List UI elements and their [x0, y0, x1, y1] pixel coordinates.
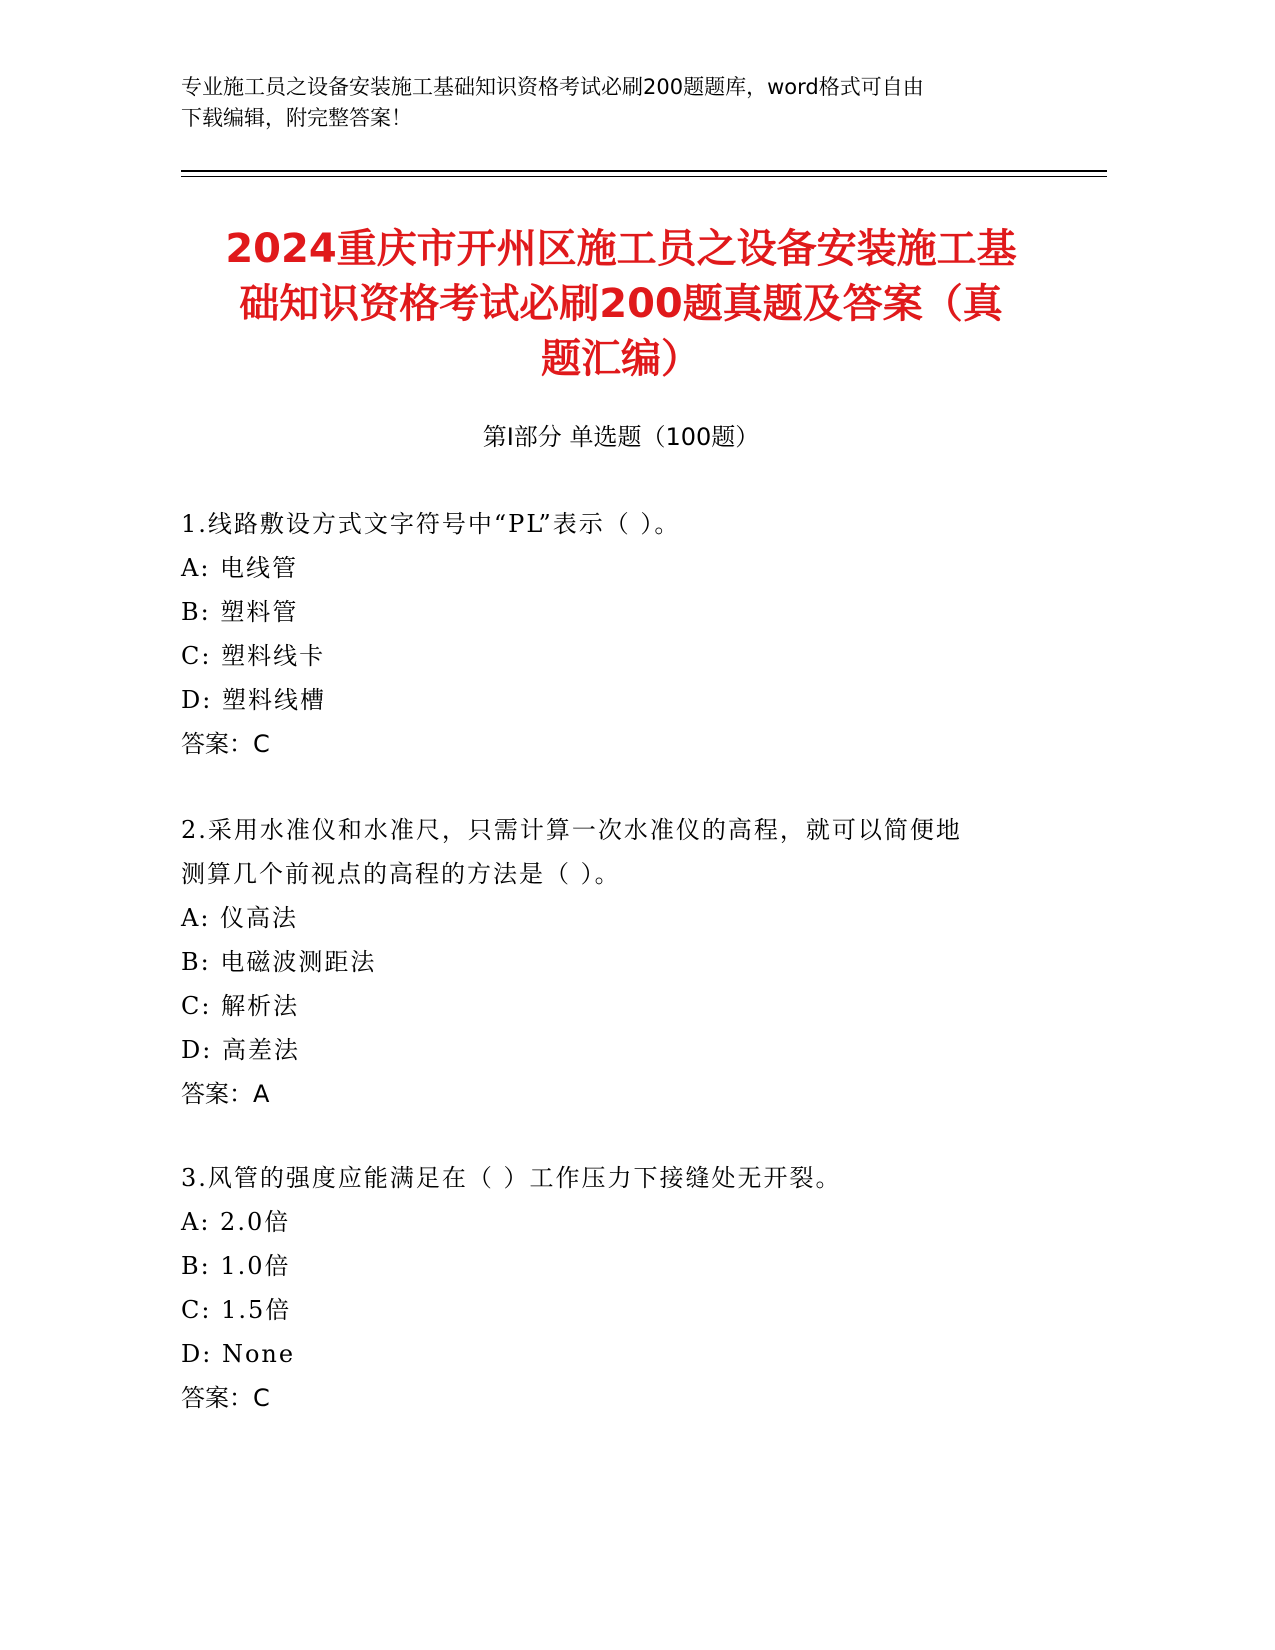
answer: 答案：C — [181, 730, 270, 758]
document-title — [181, 222, 1061, 387]
header-rule-thin — [181, 176, 1107, 177]
title-line-3: 题汇编） — [541, 336, 701, 382]
option-d: D: 塑料线槽 — [181, 686, 326, 714]
title-line-2: 础知识资格考试必刷200题真题及答案（真 — [239, 281, 1003, 327]
question-text — [181, 1156, 1041, 1200]
question-text-line: 3.风管的强度应能满足在（ ）工作压力下接缝处无开裂。 — [181, 1164, 842, 1192]
option-c: C: 1.5倍 — [181, 1296, 292, 1324]
question-1 — [181, 502, 1041, 766]
question-text — [181, 808, 1041, 896]
answer: 答案：A — [181, 1080, 270, 1108]
option-c: C: 塑料线卡 — [181, 642, 326, 670]
option-d: D: None — [181, 1340, 296, 1368]
intro-text — [181, 72, 1061, 134]
header-rule-thick — [181, 170, 1107, 172]
intro-line-1: 专业施工员之设备安装施工基础知识资格考试必刷200题题库，word格式可自由 — [181, 75, 924, 99]
option-b: B: 塑料管 — [181, 598, 299, 626]
option-a: A: 仪高法 — [181, 904, 299, 932]
question-text-line: 测算几个前视点的高程的方法是（ ）。 — [181, 860, 621, 888]
question-3 — [181, 1156, 1041, 1420]
option-a: A: 电线管 — [181, 554, 299, 582]
question-2 — [181, 808, 1041, 1116]
question-text — [181, 502, 1041, 546]
intro-line-2: 下载编辑，附完整答案！ — [181, 106, 412, 130]
answer: 答案：C — [181, 1384, 270, 1412]
question-text-line: 1.线路敷设方式文字符号中“PL”表示（ ）。 — [181, 510, 681, 538]
question-text-line: 2.采用水准仪和水准尺，只需计算一次水准仪的高程，就可以简便地 — [181, 816, 962, 844]
option-a: A: 2.0倍 — [181, 1208, 291, 1236]
option-d: D: 高差法 — [181, 1036, 300, 1064]
option-b: B: 1.0倍 — [181, 1252, 291, 1280]
section-heading: 第Ⅰ部分 单选题（100题） — [482, 423, 760, 451]
option-c: C: 解析法 — [181, 992, 300, 1020]
option-b: B: 电磁波测距法 — [181, 948, 377, 976]
title-line-1: 2024重庆市开州区施工员之设备安装施工基 — [225, 226, 1017, 272]
